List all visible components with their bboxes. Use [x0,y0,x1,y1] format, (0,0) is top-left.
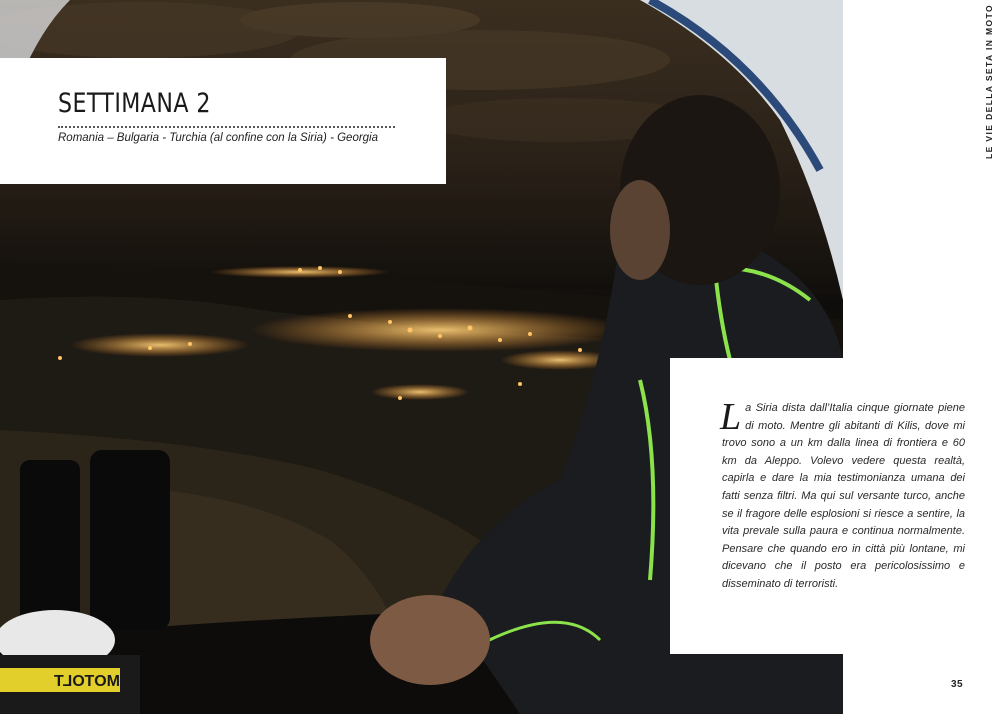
running-head: LE VIE DELLA SETA IN MOTO [984,4,994,159]
drop-cap: L [720,396,742,438]
page-number: 35 [951,679,964,690]
bag-label: MOTOLT [53,673,120,690]
text-card [670,358,1000,654]
title-card [0,58,446,184]
body-paragraph [720,396,965,594]
body-text: a Siria dista dall’Italia cinque giornate piene di moto. Mentre gli abitanti di Kilis, dove mi trovo sono a un km dalla linea di frontiera e 60 km da Aleppo. Volevo vedere questa realtà, capirla e dare la mia testimonianza umana dei fatti senza filtri. Ma qui sul versante turco, anche se il fragore delle esplosioni si riesce a sentire, la vita prevale sulla paura e continua normalmente. Pensare che quando ero in città più lontane, mi dicevano che il posto era pericolosissimo e disseminato di terroristi. [722,402,965,590]
page-title: SETTIMANA 2 [58,88,211,119]
boots [20,450,170,630]
route-subtitle: Romania – Bulgaria - Turchia (al confine con la Siria) - Georgia [58,132,379,144]
dotted-divider [58,126,395,128]
